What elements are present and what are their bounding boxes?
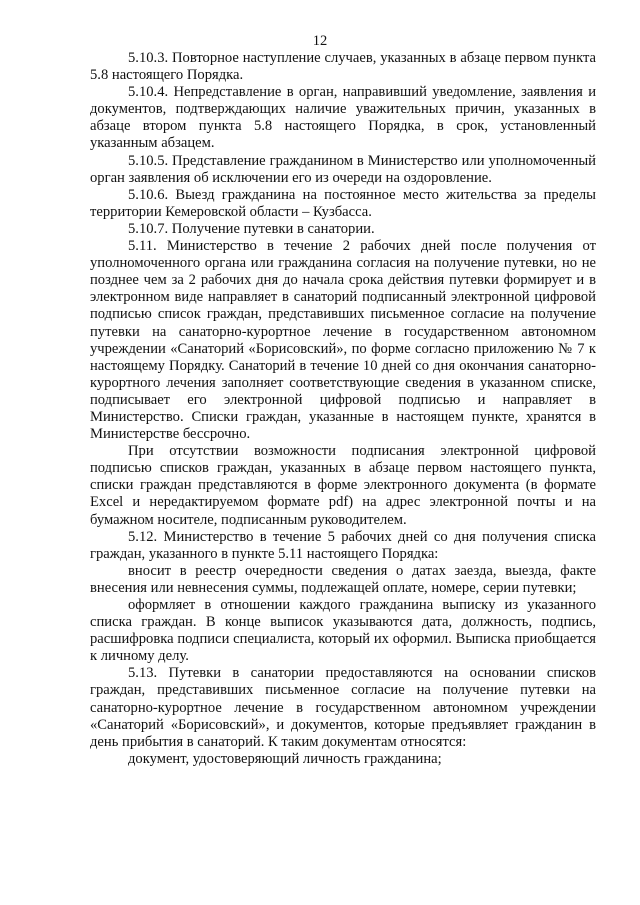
paragraph-5-12: 5.12. Министерство в течение 5 рабочих дней со дня получения списка граждан, указанного в пункте 5.11 настоящего Порядка:: [90, 528, 596, 562]
page-number: 12: [312, 33, 328, 49]
paragraph-5-11: 5.11. Министерство в течение 2 рабочих дней после получения от уполномоченного органа или гражданина согласия на получение путевки, но не позднее чем за 2 рабочих дня до начала срока действия путевки формирует и в электронном виде направляет в санаторий подписанный электронной цифровой подписью список граждан, представивших письменное согласие на получение путевки на санаторно-курортное лечение в государственном автономном учреждении «Санаторий «Борисовский», по форме согласно приложению № 7 к настоящему Порядку. Санаторий в течение 10 дней со дня окончания санаторно-курортного лечения заполняет соответствующие сведения в указанном списке, подписывает его электронной цифровой подписью и направляет в Министерство. Списки граждан, указанные в настоящем пункте, хранятся в Министерстве бессрочно.: [90, 238, 596, 443]
paragraph-5-10-6: 5.10.6. Выезд гражданина на постоянное место жительства за пределы территории Кемеровской области – Кузбасса.: [90, 186, 596, 220]
paragraph-5-13-item-1: документ, удостоверяющий личность гражданина;: [128, 750, 442, 767]
paragraph-5-12-item-2: оформляет в отношении каждого гражданина выписку из указанного списка граждан. В конце выписок указываются дата, должность, подпись, расшифровка подписи специалиста, который их оформил. Выписка приобщается к личному делу.: [90, 597, 596, 665]
paragraph-5-11-alt: При отсутствии возможности подписания электронной цифровой подписью списков граждан, указанных в абзаце первом настоящего пункта, списки граждан представляются в форме электронного документа (в формате Excel и нередактируемом формате pdf) на адрес электронной почты и на бумажном носителе, подписанным руководителем.: [90, 443, 596, 528]
paragraph-5-10-7: 5.10.7. Получение путевки в санатории.: [128, 220, 375, 237]
paragraph-5-10-3: 5.10.3. Повторное наступление случаев, указанных в абзаце первом пункта 5.8 настоящего Порядка.: [90, 50, 596, 84]
paragraph-5-10-4: 5.10.4. Непредставление в орган, направивший уведомление, заявления и документов, подтверждающих наличие уважительных причин, указанных в абзаце втором пункта 5.8 настоящего Порядка, в срок, установленный указанным абзацем.: [90, 84, 596, 152]
paragraph-5-12-item-1: вносит в реестр очередности сведения о датах заезда, выезда, факте внесения или невнесения суммы, подлежащей оплате, номере, серии путевки;: [90, 562, 596, 596]
document-body: [90, 50, 596, 768]
paragraph-5-13: 5.13. Путевки в санатории предоставляются на основании списков граждан, представивших письменное согласие на получение путевки на санаторно-курортное лечение в государственном автономном учреждении «Санаторий «Борисовский», и документов, которые предъявляет гражданин в день прибытия в санаторий. К таким документам относятся:: [90, 665, 596, 750]
paragraph-5-10-5: 5.10.5. Представление гражданином в Министерство или уполномоченный орган заявления об исключении его из очереди на оздоровление.: [90, 152, 596, 186]
